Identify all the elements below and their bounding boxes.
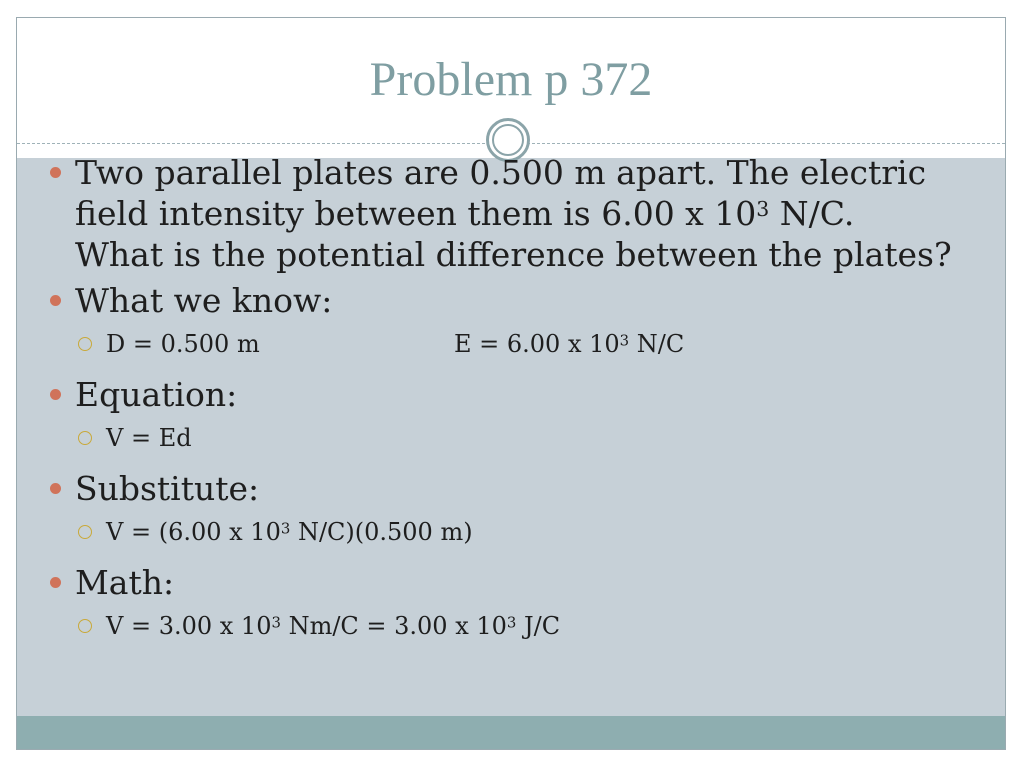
equation-heading-text: Equation: xyxy=(75,375,238,414)
substitute-exponent: 3 xyxy=(280,519,291,538)
known-field-text: E = 6.00 x 10 xyxy=(454,330,620,358)
bullet-dot-icon xyxy=(50,483,61,494)
sub-bullet-ring-icon xyxy=(78,337,92,351)
bullet-list xyxy=(17,152,1005,656)
problem-line-1: Two parallel plates are 0.500 m apart. The electric xyxy=(75,153,927,192)
substitute-formula xyxy=(17,514,1005,550)
known-values xyxy=(17,326,1005,362)
sub-bullet-ring-icon xyxy=(78,431,92,445)
equation-formula xyxy=(17,420,1005,456)
sub-bullet-ring-icon xyxy=(78,619,92,633)
math-middle: Nm/C = 3.00 x 10 xyxy=(280,612,507,640)
bullet-dot-icon xyxy=(50,167,61,178)
substitute-unit: N/C)(0.500 m) xyxy=(290,518,473,546)
problem-exponent: 3 xyxy=(756,196,770,221)
bullet-dot-icon xyxy=(50,389,61,400)
known-field-exponent: 3 xyxy=(619,331,630,350)
math-unit: J/C xyxy=(516,612,561,640)
problem-line-2-unit: N/C. xyxy=(769,194,855,233)
known-field xyxy=(454,326,684,362)
problem-statement xyxy=(17,152,1005,275)
substitute-heading-text: Substitute: xyxy=(75,469,260,508)
problem-line-3: What is the potential difference between the plates? xyxy=(75,235,952,274)
math-heading-text: Math: xyxy=(75,563,175,602)
bullet-dot-icon xyxy=(50,295,61,306)
known-heading xyxy=(17,280,1005,321)
slide xyxy=(16,17,1006,750)
math-text: V = 3.00 x 10 xyxy=(106,612,272,640)
bullet-dot-icon xyxy=(50,577,61,588)
equation-heading xyxy=(17,374,1005,415)
known-heading-text: What we know: xyxy=(75,281,333,320)
sub-bullet-ring-icon xyxy=(78,525,92,539)
known-field-unit: N/C xyxy=(629,330,685,358)
problem-line-2 xyxy=(75,193,975,234)
footer-band xyxy=(17,716,1005,750)
math-result xyxy=(17,608,1005,644)
math-heading xyxy=(17,562,1005,603)
slide-title: Problem p 372 xyxy=(369,53,653,106)
known-distance: D = 0.500 m xyxy=(106,330,260,358)
math-exponent-1: 3 xyxy=(271,613,281,632)
problem-line-2-text: field intensity between them is 6.00 x 10 xyxy=(75,194,757,233)
substitute-heading xyxy=(17,468,1005,509)
substitute-text: V = (6.00 x 10 xyxy=(106,518,281,546)
math-exponent-2: 3 xyxy=(506,613,517,632)
equation-formula-text: V = Ed xyxy=(106,424,192,452)
